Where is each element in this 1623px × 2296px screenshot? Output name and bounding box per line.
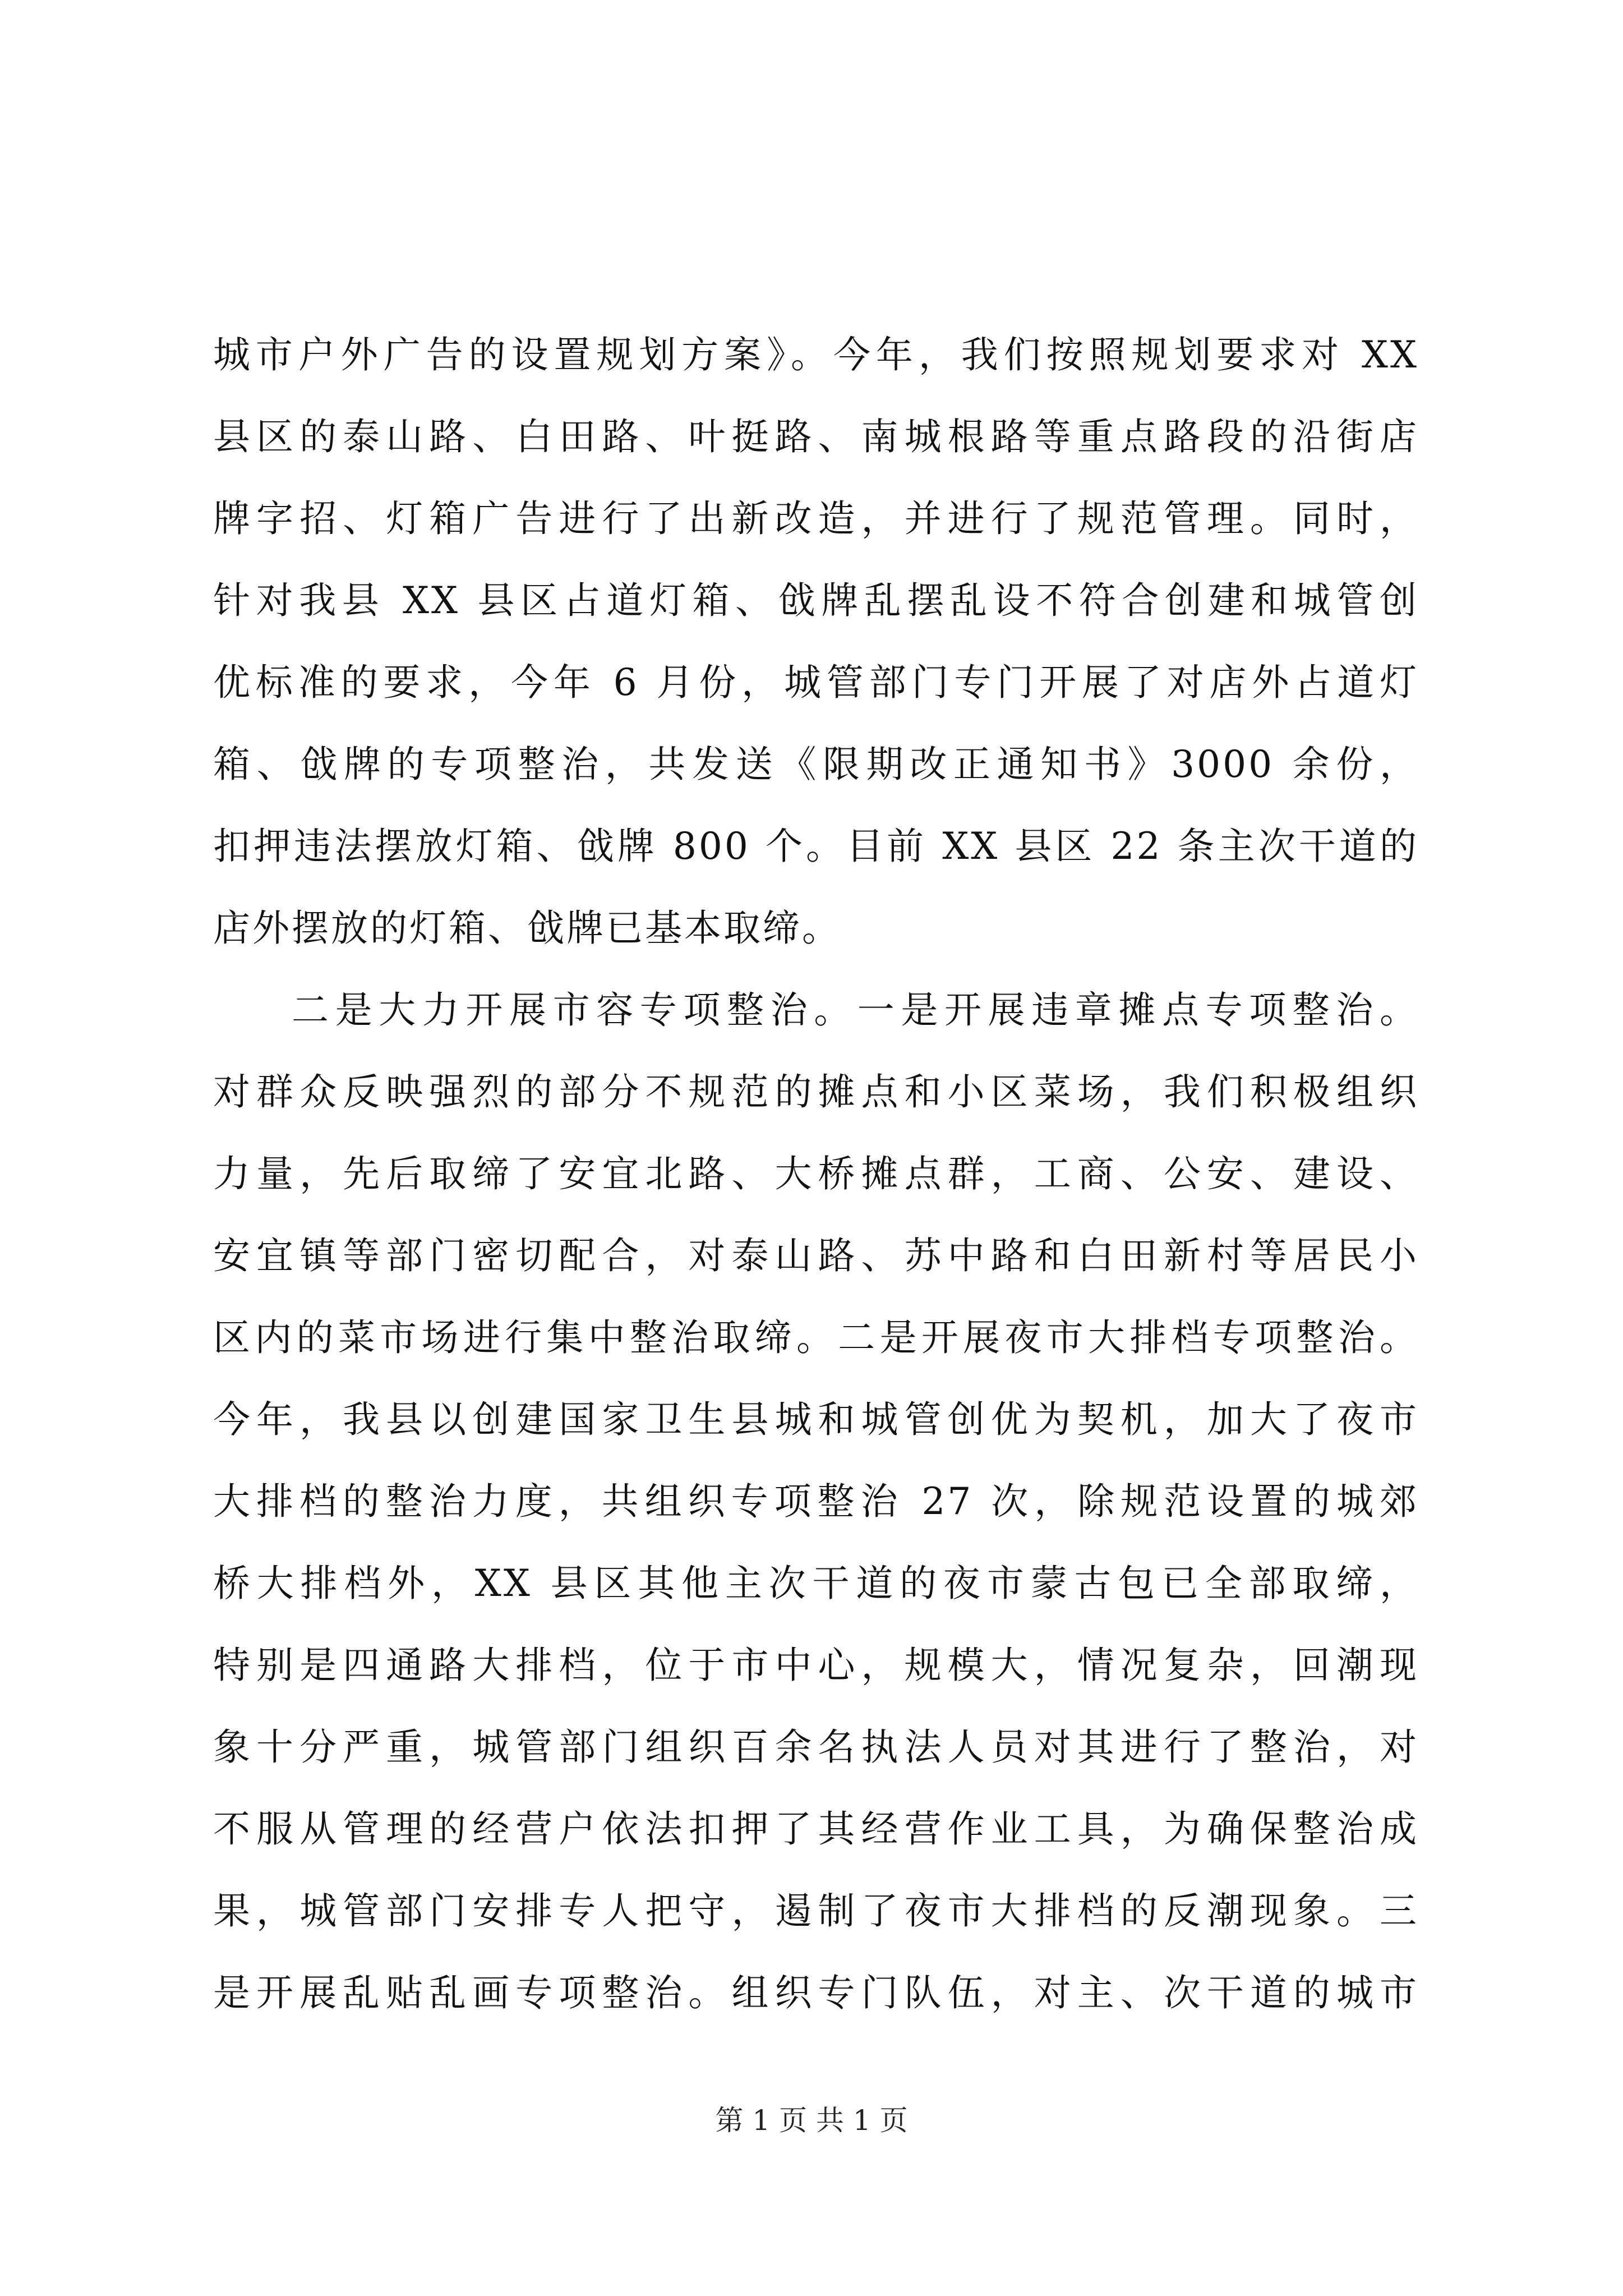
- document-body: [213, 314, 1419, 2034]
- text-line-paragraph-end: 店外摆放的灯箱、戗牌已基本取缔。: [213, 907, 841, 950]
- page-number-footer: 第 1 页 共 1 页: [715, 2104, 908, 2137]
- text-line: 力量，先后取缔了安宜北路、大桥摊点群，工商、公安、建设、: [213, 1152, 1419, 1195]
- text-line: 大排档的整治力度，共组织专项整治 27 次，除规范设置的城郊: [213, 1480, 1419, 1523]
- text-line: 是开展乱贴乱画专项整治。组织专门队伍，对主、次干道的城市: [213, 1971, 1419, 2014]
- text-line: 箱、戗牌的专项整治，共发送《限期改正通知书》3000 余份，: [213, 743, 1419, 786]
- text-line-paragraph-start: 二是大力开展市容专项整治。一是开展违章摊点专项整治。: [292, 988, 1419, 1032]
- text-line: 桥大排档外，XX 县区其他主次干道的夜市蒙古包已全部取缔，: [213, 1562, 1419, 1605]
- text-line: 对群众反映强烈的部分不规范的摊点和小区菜场，我们积极组织: [213, 1070, 1419, 1114]
- text-line: 针对我县 XX 县区占道灯箱、戗牌乱摆乱设不符合创建和城管创: [213, 579, 1419, 622]
- text-line: 牌字招、灯箱广告进行了出新改造，并进行了规范管理。同时，: [213, 497, 1419, 540]
- text-line: 不服从管理的经营户依法扣押了其经营作业工具，为确保整治成: [213, 1807, 1419, 1851]
- text-line: 象十分严重，城管部门组织百余名执法人员对其进行了整治，对: [213, 1726, 1419, 1769]
- text-line: 城市户外广告的设置规划方案》。今年，我们按照规划要求对 XX: [213, 333, 1419, 376]
- text-line: 扣押违法摆放灯箱、戗牌 800 个。目前 XX 县区 22 条主次干道的: [213, 825, 1419, 868]
- text-line: 今年，我县以创建国家卫生县城和城管创优为契机，加大了夜市: [213, 1398, 1419, 1441]
- text-line: 县区的泰山路、白田路、叶挺路、南城根路等重点路段的沿街店: [213, 415, 1419, 458]
- text-line: 优标准的要求，今年 6 月份，城管部门专门开展了对店外占道灯: [213, 661, 1419, 704]
- text-line: 特别是四通路大排档，位于市中心，规模大，情况复杂，回潮现: [213, 1644, 1419, 1687]
- text-line: 果，城管部门安排专人把守，遏制了夜市大排档的反潮现象。三: [213, 1889, 1419, 1932]
- text-line: 区内的菜市场进行集中整治取缔。二是开展夜市大排档专项整治。: [213, 1316, 1419, 1359]
- text-line: 安宜镇等部门密切配合，对泰山路、苏中路和白田新村等居民小: [213, 1234, 1419, 1277]
